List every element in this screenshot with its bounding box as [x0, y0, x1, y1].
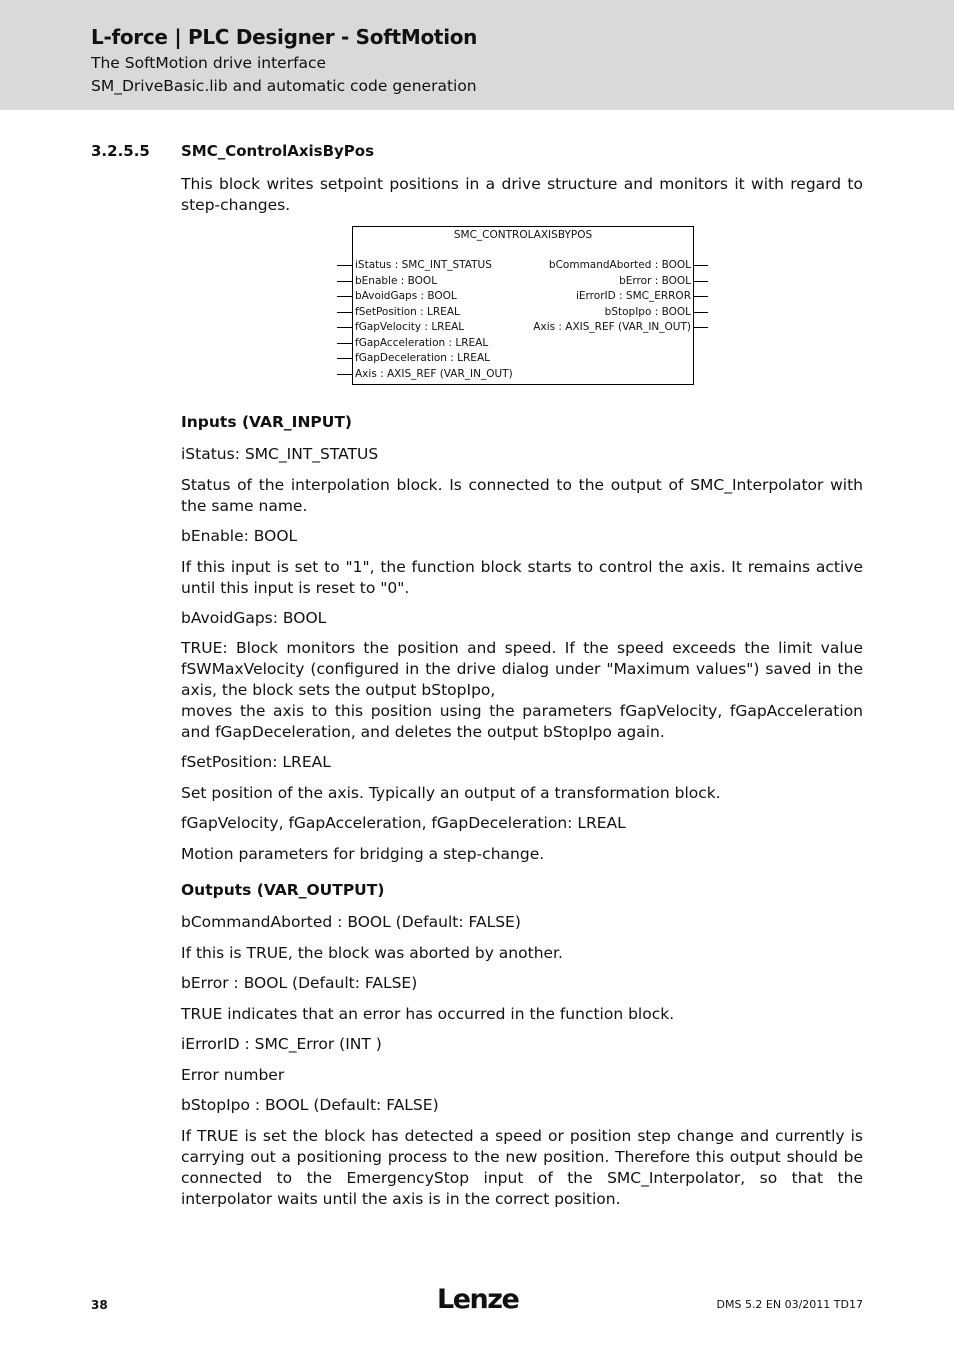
input-description: Status of the interpolation block. Is connected to the output of SMC_Interpolator with the same name.	[181, 476, 863, 515]
input-pin	[337, 281, 352, 282]
document-id: DMS 5.2 EN 03/2011 TD17	[716, 1298, 863, 1311]
output-signature: bCommandAborted : BOOL (Default: FALSE)	[181, 913, 521, 931]
document-title: L-force | PLC Designer - SoftMotion	[91, 25, 478, 49]
fb-output-label: iErrorID : SMC_ERROR	[576, 290, 691, 302]
function-block-box	[352, 226, 694, 385]
input-pin	[337, 312, 352, 313]
output-description: If TRUE is set the block has detected a speed or position step change and currently is carrying out a positioning process to the new position. Therefore this output should be connected to the EmergencyStop input of the SMC_Interpolator, so that the interpolator waits until the axis is in the correct position.	[181, 1127, 863, 1208]
output-pin	[693, 281, 708, 282]
intro-paragraph: This block writes setpoint positions in a drive structure and monitors it with regard to step-changes.	[181, 175, 863, 214]
section-title: SMC_ControlAxisByPos	[181, 142, 375, 160]
output-pin	[693, 312, 708, 313]
output-description: TRUE indicates that an error has occurred in the function block.	[181, 1005, 675, 1023]
fb-input-label: fGapAcceleration : LREAL	[355, 337, 489, 349]
outputs-heading: Outputs (VAR_OUTPUT)	[181, 881, 385, 899]
output-signature: bStopIpo : BOOL (Default: FALSE)	[181, 1096, 439, 1114]
output-description: If this is TRUE, the block was aborted by another.	[181, 944, 563, 962]
input-pin	[337, 327, 352, 328]
input-pin	[337, 296, 352, 297]
output-pin	[693, 265, 708, 266]
fb-input-label: fGapVelocity : LREAL	[355, 321, 465, 333]
section-path: SM_DriveBasic.lib and automatic code generation	[91, 77, 477, 95]
function-block-name: SMC_CONTROLAXISBYPOS	[453, 229, 593, 241]
output-signature: iErrorID : SMC_Error (INT )	[181, 1035, 382, 1053]
lenze-logo: Lenze	[437, 1284, 519, 1315]
fb-input-label: fGapDeceleration : LREAL	[355, 352, 490, 364]
page-header	[0, 0, 954, 110]
input-pin	[337, 358, 352, 359]
fb-input-label: Axis : AXIS_REF (VAR_IN_OUT)	[355, 368, 513, 380]
output-description: Error number	[181, 1066, 285, 1084]
input-description: TRUE: Block monitors the position and speed. If the speed exceeds the limit value fSWMaxVelocity (configured in the drive dialog under "Maximum values") saved in the axis, the block sets the output bStopIpo,	[181, 639, 863, 699]
fb-output-label: Axis : AXIS_REF (VAR_IN_OUT)	[533, 321, 691, 333]
input-description: If this input is set to "1", the function block starts to control the axis. It remains active until this input is reset to "0".	[181, 558, 863, 597]
chapter-title: The SoftMotion drive interface	[91, 54, 327, 72]
input-pin	[337, 265, 352, 266]
fb-output-label: bStopIpo : BOOL	[604, 306, 691, 318]
output-pin	[693, 296, 708, 297]
fb-input-label: bAvoidGaps : BOOL	[355, 290, 457, 302]
input-description: Motion parameters for bridging a step-change.	[181, 845, 545, 863]
inputs-heading: Inputs (VAR_INPUT)	[181, 413, 353, 431]
input-signature: iStatus: SMC_INT_STATUS	[181, 445, 379, 463]
page-number: 38	[91, 1298, 108, 1312]
output-signature: bError : BOOL (Default: FALSE)	[181, 974, 418, 992]
input-signature: fGapVelocity, fGapAcceleration, fGapDeceleration: LREAL	[181, 814, 626, 832]
input-signature: bEnable: BOOL	[181, 527, 298, 545]
fb-input-label: bEnable : BOOL	[355, 275, 438, 287]
input-signature: fSetPosition: LREAL	[181, 753, 331, 771]
fb-output-label: bError : BOOL	[619, 275, 691, 287]
input-signature: bAvoidGaps: BOOL	[181, 609, 327, 627]
input-pin	[337, 374, 352, 375]
fb-output-label: bCommandAborted : BOOL	[548, 259, 691, 271]
input-pin	[337, 343, 352, 344]
input-description: moves the axis to this position using the parameters fGapVelocity, fGapAcceleration and fGapDeceleration, and deletes the output bStopIpo again.	[181, 702, 863, 741]
section-number: 3.2.5.5	[91, 142, 150, 160]
output-pin	[693, 327, 708, 328]
input-description: Set position of the axis. Typically an output of a transformation block.	[181, 784, 721, 802]
fb-input-label: iStatus : SMC_INT_STATUS	[355, 259, 492, 271]
fb-input-label: fSetPosition : LREAL	[355, 306, 460, 318]
